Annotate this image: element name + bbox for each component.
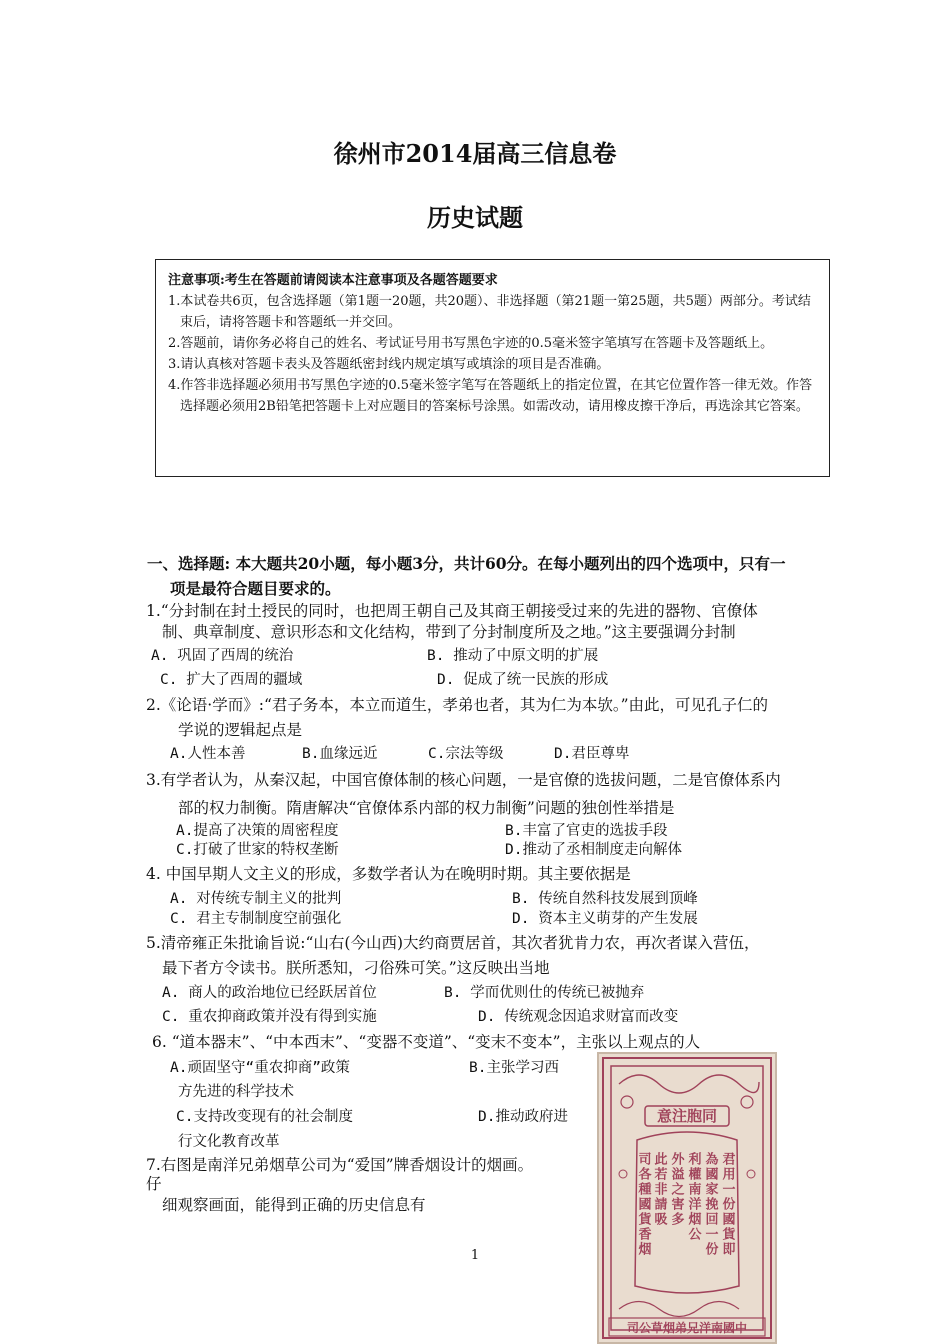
option-b: B. 传统自然科技发展到顶峰	[512, 891, 698, 907]
option-b: B. 学而优则仕的传统已被抛弃	[444, 985, 645, 1001]
question-5-stem: 5.清帝雍正朱批谕旨说:“山右(今山西)大约商贾居首，其次者犹肯力农，再次者谋入营伍，	[146, 934, 760, 952]
question-5-stem-cont: 最下者方令读书。朕所悉知，刁俗殊可笑。”这反映出当地	[162, 959, 550, 977]
option-b: B.丰富了官吏的选拔手段	[505, 823, 668, 839]
card-banner: 意注胞同	[656, 1107, 718, 1125]
card-text-columns	[636, 1151, 736, 1257]
page-title: 徐州市2014届高三信息卷	[333, 139, 617, 168]
option-c: C. 重农抑商政策并没有得到实施	[162, 1009, 377, 1025]
option-a: A. 商人的政治地位已经跃居首位	[162, 985, 377, 1001]
option-d-cont: 行文化教育改革	[178, 1134, 280, 1150]
notice-item: 1.本试卷共6页，包含选择题（第1题一20题，共20题）、非选择题（第21题一第25题，共5题）两部分。考试结束后，请将答题卡和答题纸一并交回。	[168, 294, 811, 330]
question-2-stem: 2.《论语·学而》:“君子务本，本立而道生，孝弟也者，其为仁为本欤。”由此，可见孔子仁的	[146, 696, 769, 714]
card-column: 為國家挽回一份	[702, 1152, 718, 1257]
notice-item: 4.作答非选择题必须用书写黑色字迹的0.5毫米签字笔写在答题纸上的指定位置，在其它位置作答一律无效。作答选择题必须用2B铅笔把答题卡上对应题目的答案标号涂黑。如需改动，请用橡皮擦干净后，再选涂其它答案。	[168, 378, 813, 414]
question-2-stem-cont: 学说的逻辑起点是	[178, 721, 303, 739]
option-c: C. 君主专制制度空前强化	[170, 911, 342, 927]
question-3-stem: 3.有学者认为，从秦汉起，中国官僚体制的核心问题，一是官僚的选拔问题，二是官僚体系内	[146, 771, 781, 789]
notice-item: 2.答题前，请你务必将自己的姓名、考试证号用书写黑色字迹的0.5毫米签字笔填写在答题卡及答题纸上。	[168, 336, 774, 351]
question-3-stem-cont: 部的权力制衡。隋唐解决“官僚体系内部的权力制衡”问题的独创性举措是	[178, 799, 675, 817]
card-company-name: 司公草烟弟兄洋南國中	[626, 1321, 748, 1335]
option-d: D. 资本主义萌芽的产生发展	[512, 911, 698, 927]
cigarette-card-art	[599, 1054, 775, 1342]
question-4-stem: 4. 中国早期人文主义的形成，多数学者认为在晚明时期。其主要依据是	[146, 865, 631, 883]
option-c: C.打破了世家的特权垄断	[176, 842, 339, 858]
option-b-cont: 方先进的科学技术	[178, 1084, 294, 1100]
question-1-stem-cont: 制、典章制度、意识形态和文化结构，带到了分封制度所及之地。”这主要强调分封制	[162, 623, 736, 641]
section-heading-cont: 项是最符合题目要求的。	[170, 579, 341, 598]
option-a: A.顽固坚守“重农抑商”政策	[170, 1060, 350, 1076]
cigarette-card-image	[597, 1052, 777, 1344]
option-b: B. 推动了中原文明的扩展	[427, 648, 599, 664]
notice-item: 3.请认真核对答题卡表头及答题纸密封线内规定填写或填涂的项目是否准确。	[168, 357, 610, 372]
card-column: 君用一份國貨即	[719, 1152, 735, 1257]
option-c: C. 扩大了西周的疆域	[160, 672, 303, 688]
card-column: 外溢之害多	[668, 1152, 684, 1227]
option-d: D.君臣尊卑	[554, 746, 630, 762]
option-a: A.人性本善	[170, 746, 246, 762]
option-b: B.主张学习西	[469, 1060, 559, 1076]
question-7-stem-wrap: 仔	[146, 1175, 162, 1193]
option-d: D.推动政府进	[478, 1109, 568, 1125]
option-d: D. 促成了统一民族的形成	[437, 672, 609, 688]
question-7-stem: 7.右图是南洋兄弟烟草公司为“爱国”牌香烟设计的烟画。	[146, 1156, 534, 1174]
card-column: 利權南洋烟公	[685, 1152, 701, 1242]
question-1-stem: 1.“分封制在封土授民的同时，也把周王朝自己及其商王朝接受过来的先进的器物、官僚体	[146, 602, 758, 620]
option-c: C.支持改变现有的社会制度	[176, 1109, 353, 1125]
option-a: A.提高了决策的周密程度	[176, 823, 339, 839]
option-a: A. 巩固了西周的统治	[151, 648, 294, 664]
option-c: C.宗法等级	[428, 746, 504, 762]
notice-box	[155, 259, 830, 477]
option-a: A. 对传统专制主义的批判	[170, 891, 342, 907]
question-7-stem-cont: 细观察画面，能得到正确的历史信息有	[162, 1196, 426, 1214]
option-b: B.血缘远近	[302, 746, 378, 762]
option-d: D. 传统观念因追求财富而改变	[478, 1009, 679, 1025]
card-column: 司各種國貨香烟	[635, 1152, 651, 1257]
card-column: 此若非請吸	[651, 1152, 667, 1227]
option-d: D.推动了丞相制度走向解体	[505, 842, 682, 858]
page-number: 1	[470, 1248, 480, 1263]
section-heading: 一、选择题: 本大题共20小题，每小题3分，共计60分。在每小题列出的四个选项中，只有一	[147, 554, 786, 573]
notice-heading: 注意事项:考生在答题前请阅读本注意事项及各题答题要求	[168, 273, 498, 288]
question-6-stem: 6. “道本器末”、“中本西末”、“变器不变道”、“变末不变本”，主张以上观点的人	[152, 1033, 701, 1051]
exam-subject-title: 历史试题	[427, 203, 523, 232]
